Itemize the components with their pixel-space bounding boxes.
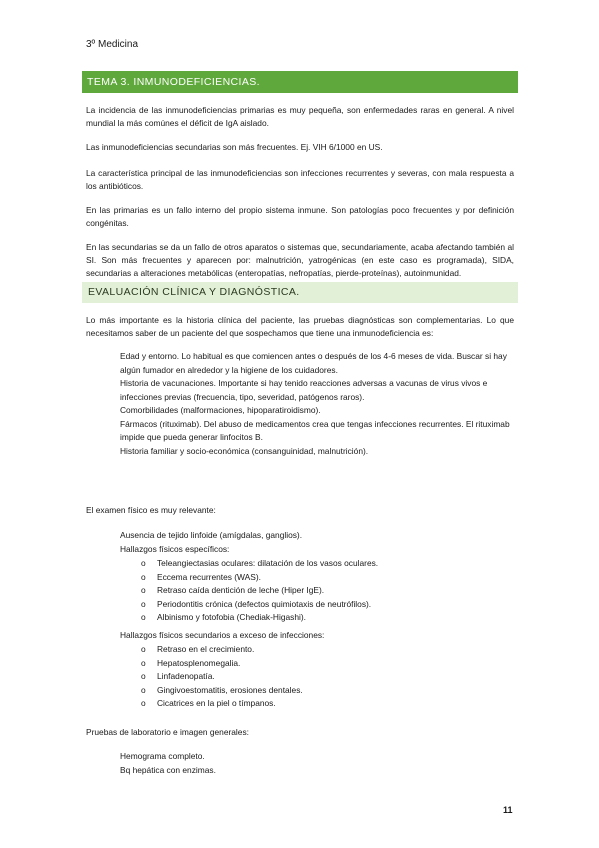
bullet-icon: o <box>141 698 146 708</box>
hallazgos-especificos-list <box>141 557 378 625</box>
list-item-text: Retraso caída dentición de leche (Hiper IgE). <box>157 585 325 595</box>
bullet-icon: o <box>141 571 146 582</box>
intro-paragraph-3: La característica principal de las inmunodeficiencias son infecciones recurrentes y severas, con mala respuesta a los antibióticos. <box>86 168 514 191</box>
bullet-icon: o <box>141 671 146 681</box>
list-item <box>141 697 303 711</box>
laboratorio-intro: Pruebas de laboratorio e imagen generales: <box>86 727 249 737</box>
list-item: Fármacos (rituximab). Del abuso de medicamentos crea que tengas infecciones recurrentes. El rituximab impide que pueda generar linfocitos B. <box>120 418 510 442</box>
evaluacion-intro: Lo más importante es la historia clínica del paciente, las pruebas diagnósticas son complementarias. Lo que necesitamos saber de un paciente del que sospechamos que tiene una inmunodeficiencia es: <box>86 315 514 338</box>
list-item <box>141 684 303 698</box>
bullet-icon: o <box>141 558 146 568</box>
list-item-text: Cicatrices en la piel o tímpanos. <box>157 698 276 708</box>
header-course-label: 3º Medicina <box>86 39 139 50</box>
page-number: 11 <box>503 805 513 815</box>
hallazgos-secundarios-list <box>141 643 303 711</box>
list-item: Historia familiar y socio-económica (consanguinidad, malnutrición). <box>120 445 369 456</box>
list-item <box>141 557 378 571</box>
list-item-text: Gingivoestomatitis, erosiones dentales. <box>157 684 303 695</box>
list-item-text: Linfadenopatía. <box>157 671 215 681</box>
chapter-title: TEMA 3. INMUNODEFICIENCIAS. <box>82 71 518 93</box>
bullet-icon: o <box>141 598 146 609</box>
list-item <box>141 584 378 598</box>
list-item <box>141 571 378 585</box>
intro-paragraph-5: En las secundarias se da un fallo de otros aparatos o sistemas que, secundariamente, acaba afectando también al SI. Son más frecuentes y aparecen por: malnutrición, yatrogénicas (en este caso es programada), SIDA, secundarias a alteraciones metabólicas (enteropatías, nefropatías, pierde-proteínas), autoinmunidad. <box>86 242 514 278</box>
list-item: Hallazgos físicos específicos: <box>120 543 230 554</box>
list-item-text: Retraso en el crecimiento. <box>157 644 255 654</box>
bullet-icon: o <box>141 657 146 668</box>
section-title: EVALUACIÓN CLÍNICA Y DIAGNÓSTICA. <box>82 282 518 303</box>
list-item <box>141 643 303 657</box>
evaluacion-list <box>120 350 514 458</box>
list-item <box>141 657 303 671</box>
list-item <box>141 611 378 625</box>
examen-intro: El examen físico es muy relevante: <box>86 505 216 515</box>
list-item <box>141 670 303 684</box>
list-item: Comorbilidades (malformaciones, hipoparatiroidismo). <box>120 405 321 415</box>
intro-paragraph-1: La incidencia de las inmunodeficiencias primarias es muy pequeña, son enfermedades raras en general. A nivel mundial la más comúnes el déficit de IgA aislado. <box>86 105 514 128</box>
list-item-text: Periodontitis crónica (defectos quimiotaxis de neutrófilos). <box>157 598 372 609</box>
intro-paragraph-4: En las primarias es un fallo interno del propio sistema inmune. Son patologías poco frecuentes y por definición congénitas. <box>86 205 514 228</box>
list-item: Ausencia de tejido linfoide (amígdalas, ganglios). <box>120 530 303 540</box>
list-item: Historia de vacunaciones. Importante si hay tenido reacciones adversas a vacunas de virus vivos e infecciones previas (frecuencia, tipo, severidad, patógenos raros). <box>120 378 488 402</box>
laboratorio-list <box>120 750 514 777</box>
list-item-text: Albinismo y fotofobia (Chediak-Higashi). <box>157 612 306 622</box>
list-item-text: Hepatosplenomegalia. <box>157 657 241 668</box>
list-item-text: Eccema recurrentes (WAS). <box>157 571 261 582</box>
intro-paragraph-2: Las inmunodeficiencias secundarias son más frecuentes. Ej. VIH 6/1000 en US. <box>86 142 383 152</box>
bullet-icon: o <box>141 684 146 695</box>
bullet-icon: o <box>141 612 146 622</box>
list-item: Bq hepática con enzimas. <box>120 764 216 775</box>
list-item-text: Teleangiectasias oculares: dilatación de los vasos oculares. <box>157 558 379 568</box>
examen-list <box>120 529 514 556</box>
list-item: Hemograma completo. <box>120 751 205 761</box>
list-item: Hallazgos físicos secundarios a exceso de infecciones: <box>120 630 325 640</box>
examen-list-secundarios-heading <box>120 629 514 643</box>
bullet-icon: o <box>141 644 146 654</box>
bullet-icon: o <box>141 585 146 595</box>
list-item: Edad y entorno. Lo habitual es que comiencen antes o después de los 4-6 meses de vida. Buscar si hay algún fumador en alrededor y la higiene de los cuidadores. <box>120 351 507 375</box>
list-item <box>141 598 378 612</box>
